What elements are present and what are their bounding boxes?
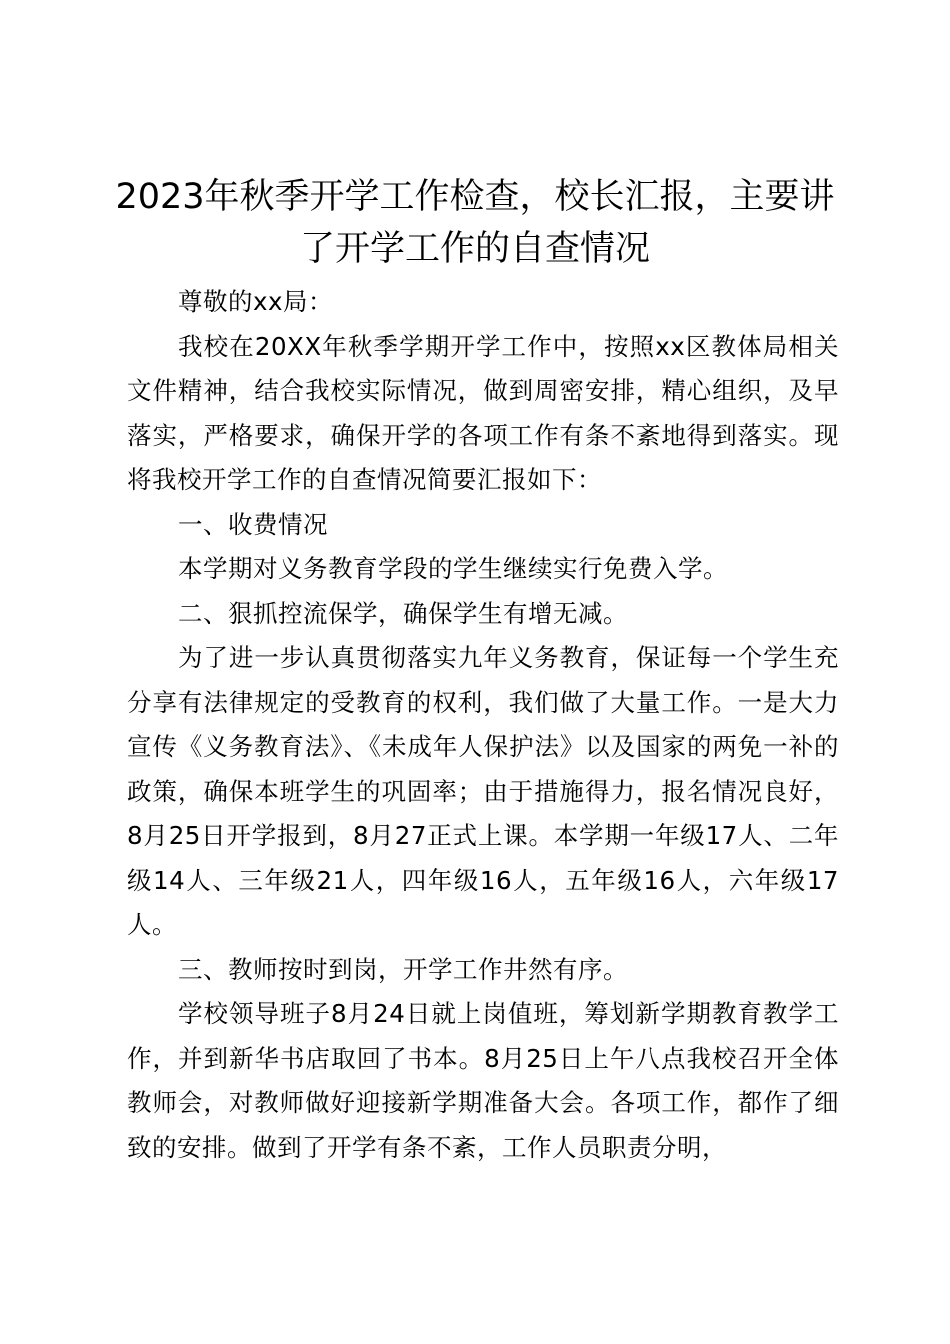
section-heading-fees: 一、收费情况 xyxy=(178,509,328,539)
intro-paragraph: 我校在20XX年秋季学期开学工作中，按照xx区教体局相关文件精神，结合我校实际情况，做到周密安排，精心组织，及早落实，严格要求，确保开学的各项工作有条不紊地得到落实。现将我校开学工作的自查情况简要汇报如下： xyxy=(127,331,839,494)
section-heading-enrollment: 二、狠抓控流保学，确保学生有增无减。 xyxy=(178,598,628,628)
document-body xyxy=(127,280,839,1170)
enrollment-paragraph: 为了进一步认真贯彻落实九年义务教育，保证每一个学生充分享有法律规定的受教育的权利，我们做了大量工作。一是大力宣传《义务教育法》、《未成年人保护法》以及国家的两免一补的政策，确保本班学生的巩固率；由于措施得力，报名情况良好，8月25日开学报到，8月27正式上课。本学期一年级17人、二年级14人、三年级21人，四年级16人，五年级16人，六年级17人。 xyxy=(127,643,839,939)
teachers-paragraph: 学校领导班子8月24日就上岗值班，筹划新学期教育教学工作，并到新华书店取回了书本。8月25日上午八点我校召开全体教师会，对教师做好迎接新学期准备大会。各项工作，都作了细致的安排。做到了开学有条不紊，工作人员职责分明， xyxy=(127,999,839,1162)
document-title: 2023年秋季开学工作检查，校长汇报，主要讲了开学工作的自查情况 xyxy=(115,177,835,269)
fees-paragraph: 本学期对义务教育学段的学生继续实行免费入学。 xyxy=(178,554,728,583)
salutation: 尊敬的xx局： xyxy=(178,287,333,316)
section-heading-teachers: 三、教师按时到岗，开学工作井然有序。 xyxy=(178,954,628,984)
